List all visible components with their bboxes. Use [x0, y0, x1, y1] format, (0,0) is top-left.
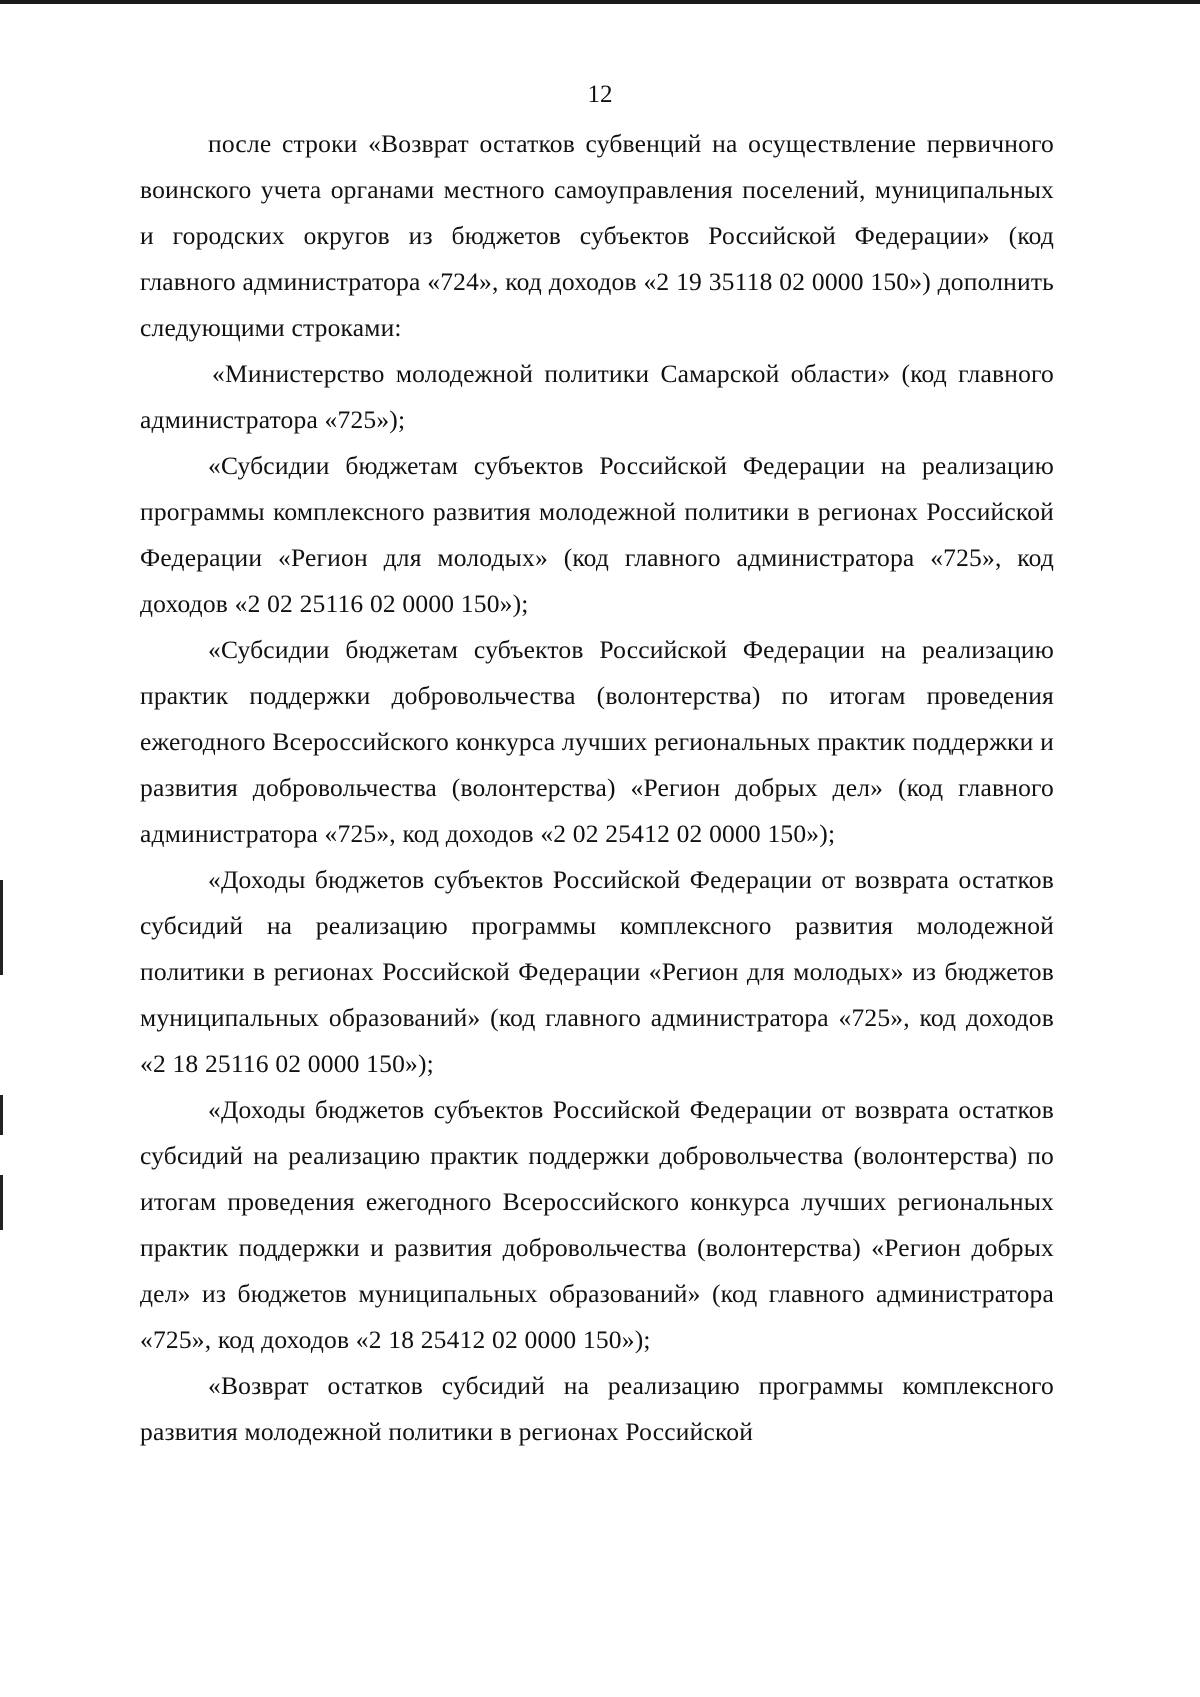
scan-margin-mark — [0, 1095, 3, 1135]
paragraph: «Доходы бюджетов субъектов Российской Федерации от возврата остатков субсидий на реализацию практик поддержки добровольчества (волонтерства) по итогам проведения ежегодного Всероссийского конкурса лучших региональных практик поддержки и развития добровольчества (волонтерства) «Регион добрых дел» из бюджетов муниципальных образований» (код главного администратора «725», код доходов «2 18 25412 02 0000 150»); — [140, 1095, 1054, 1354]
paragraph: «Доходы бюджетов субъектов Российской Федерации от возврата остатков субсидий на реализацию программы комплексного развития молодежной политики в регионах Российской Федерации «Регион для молодых» из бюджетов муниципальных образований» (код главного администратора «725», код доходов «2 18 25116 02 0000 150»); — [140, 865, 1054, 1078]
document-body — [140, 121, 1054, 1455]
scan-margin-mark — [0, 1175, 3, 1230]
paragraph: «Субсидии бюджетам субъектов Российской Федерации на реализацию программы комплексного развития молодежной политики в регионах Российской Федерации «Регион для молодых» (код главного администратора «725», код доходов «2 02 25116 02 0000 150»); — [140, 451, 1054, 618]
paragraph: «Субсидии бюджетам субъектов Российской Федерации на реализацию практик поддержки добровольчества (волонтерства) по итогам проведения ежегодного Всероссийского конкурса лучших региональных практик поддержки и развития добровольчества (волонтерства) «Регион добрых дел» (код главного администратора «725», код доходов «2 02 25412 02 0000 150»); — [140, 635, 1054, 848]
page-number: 12 — [587, 81, 613, 108]
scan-margin-mark — [0, 880, 3, 975]
paragraph: «Возврат остатков субсидий на реализацию программы комплексного развития молодежной политики в регионах Российской — [140, 1371, 1054, 1446]
scan-top-edge — [0, 0, 1200, 4]
paragraph: «Министерство молодежной политики Самарской области» (код главного администратора «725»); — [140, 359, 1054, 434]
paragraph: после строки «Возврат остатков субвенций на осуществление первичного воинского учета органами местного самоуправления поселений, муниципальных и городских округов из бюджетов субъектов Российской Федерации» (код главного администратора «724», код доходов «2 19 35118 02 0000 150») дополнить следующими строками: — [140, 129, 1054, 342]
